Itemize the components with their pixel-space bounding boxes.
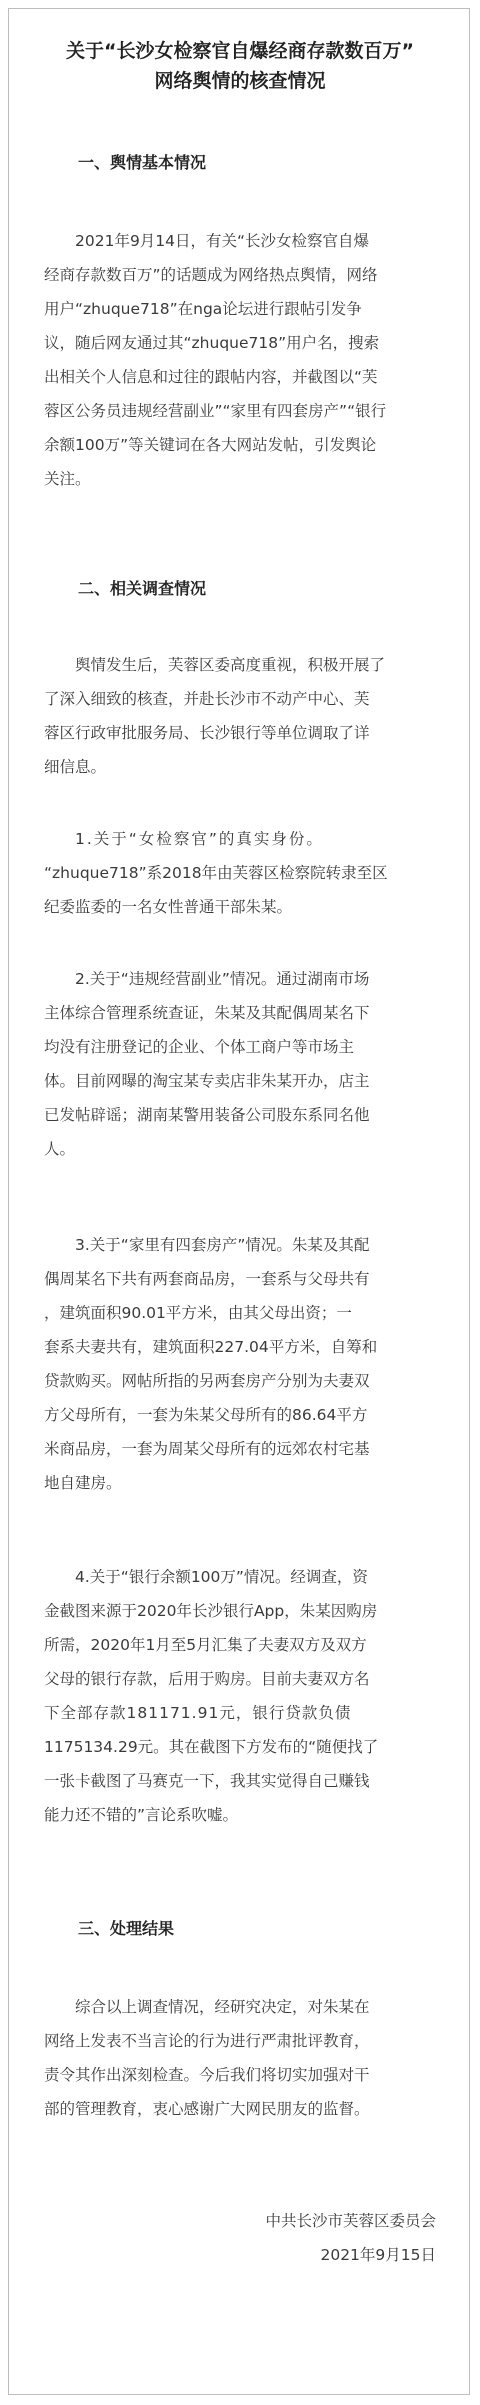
text-line: 余额100万”等关键词在各大网站发帖，引发舆论 [44,436,377,454]
text-line: ，建筑面积90.01平方米，由其父母出资；一 [44,1304,352,1322]
text-line: 体。目前网曝的淘宝某专卖店非朱某开办，店主 [44,1072,370,1090]
signature-date: 2021年9月15日 [320,2246,436,2264]
text-line: 议，随后网友通过其“zhuque718”用户名，搜索 [44,334,380,352]
text-line: 偶周某名下共有两套商品房，一套系与父母共有 [44,1270,370,1288]
text-line: 部的管理教育，衷心感谢广大网民朋友的监督。 [44,2100,370,2118]
text-line: 人。 [44,1140,76,1158]
text-line: 综合以上调查情况，经研究决定，对朱某在 [75,1998,370,2016]
title-line-2: 网络舆情的核查情况 [154,70,326,92]
section-heading-1: 一、舆情基本情况 [78,153,207,172]
paragraph-side-business [44,962,436,1166]
text-line: 金截图来源于2020年长沙银行App，朱某因购房 [44,1602,378,1620]
text-line: 均没有注册登记的企业、个体工商户等市场主 [44,1038,355,1056]
text-line: 3.关于“家里有四套房产”情况。朱某及其配 [75,1236,370,1254]
paragraph-result [44,1990,436,2126]
paragraph-bank-balance [44,1560,436,1832]
paragraph-properties [44,1228,436,1500]
text-line: 经商存款数百万”的话题成为网络热点舆情，网络 [44,266,378,284]
text-line: 方父母所有，一套为朱某父母所有的86.64平方 [44,1406,368,1424]
text-line: 贷款购买。网帖所指的另两套房产分别为夫妻双 [44,1372,370,1390]
text-line: 责令其作出深刻检查。今后我们将切实加强对干 [44,2066,370,2084]
paragraph-investigation-intro [44,648,436,784]
document-title [24,36,456,96]
title-line-1: 关于“长沙女检察官自爆经商存款数百万” [66,40,414,62]
signature-organization: 中共长沙市芙蓉区委员会 [265,2212,436,2230]
paragraph-background [44,224,436,496]
text-line: 2.关于“违规经营副业”情况。通过湖南市场 [75,970,370,988]
text-line: 能力还不错的”言论系吹嘘。 [44,1806,239,1824]
text-line: 细信息。 [44,758,107,776]
text-line: 父母的银行存款，后用于购房。目前夫妻双方名 [44,1670,370,1688]
text-line: 关注。 [44,470,91,488]
text-line: 蓉区公务员违规经营副业”“家里有四套房产”“银行 [44,402,387,420]
text-line: “zhuque718”系2018年由芙蓉区检察院转隶至区 [44,864,388,882]
text-line: 1175134.29元。其在截图下方发布的“随便找了 [44,1738,379,1756]
text-line: 所需，2020年1月至5月汇集了夫妻双方及双方 [44,1636,367,1654]
text-line: 用户“zhuque718”在nga论坛进行跟帖引发争 [44,300,362,318]
section-heading-3: 三、处理结果 [78,1919,175,1938]
text-line: 一张卡截图了马赛克一下，我其实觉得自己赚钱 [44,1772,370,1790]
text-line: 舆情发生后，芙蓉区委高度重视，积极开展了 [75,656,386,674]
text-line: 主体综合管理系统查证，朱某及其配偶周某名下 [44,1004,370,1022]
text-line: 蓉区行政审批服务局、长沙银行等单位调取了详 [44,724,370,742]
paragraph-identity [44,822,436,924]
text-line: 已发帖辟谣；湖南某警用装备公司股东系同名他 [44,1106,370,1124]
section-heading-2: 二、相关调查情况 [78,579,207,598]
text-line: 纪委监委的一名女性普通干部朱某。 [44,898,293,916]
text-line: 地自建房。 [44,1474,122,1492]
text-line: 套系夫妻共有，建筑面积227.04平方米，自筹和 [44,1338,378,1356]
text-line: 2021年9月14日，有关“长沙女检察官自爆 [75,232,370,250]
text-line: 下全部存款181171.91元，银行贷款负债 [44,1704,352,1722]
text-line: 4.关于“银行余额100万”情况。经调查，资 [75,1568,368,1586]
text-line: 了深入细致的核查，并赴长沙市不动产中心、芙 [44,690,370,708]
text-line: 网络上发表不当言论的行为进行严肃批评教育， [44,2032,370,2050]
text-line: 1.关于“女检察官”的真实身份。 [75,830,324,848]
text-line: 米商品房，一套为周某父母所有的远郊农村宅基 [44,1440,370,1458]
text-line: 出相关个人信息和过往的跟帖内容，并截图以“芙 [44,368,378,386]
